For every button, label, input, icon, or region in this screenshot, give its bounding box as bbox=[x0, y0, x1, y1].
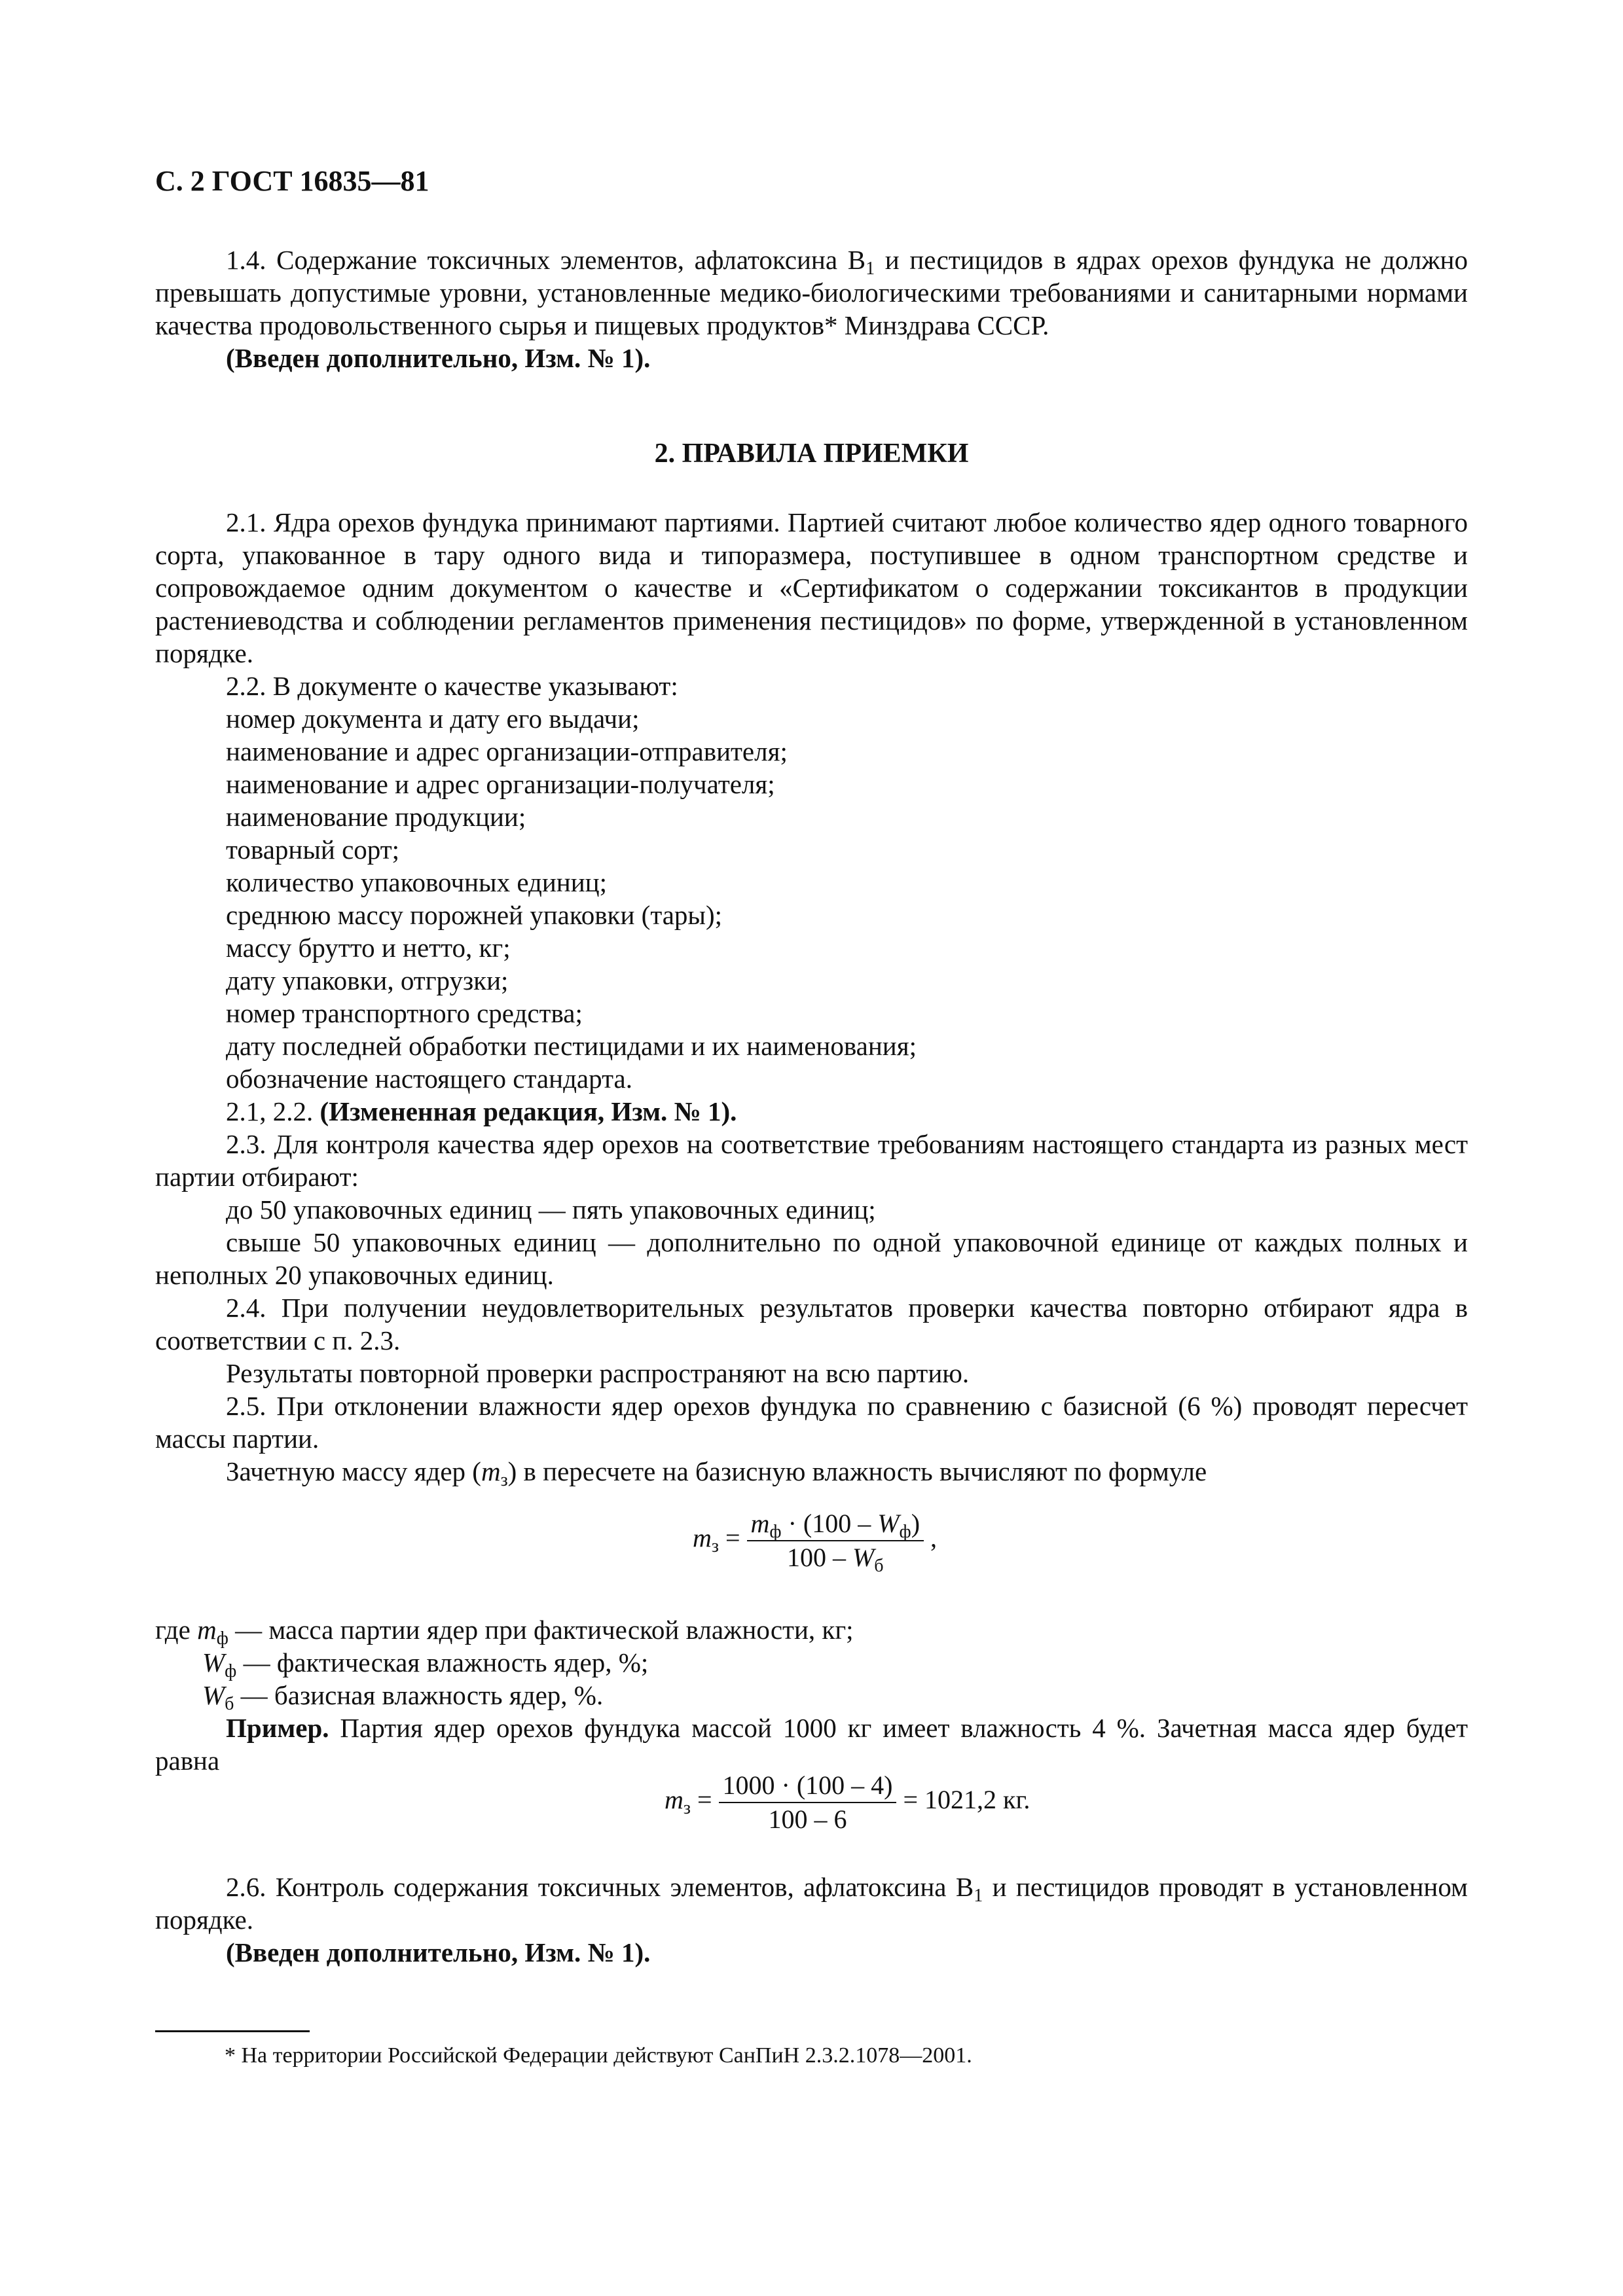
result: = 1021,2 кг. bbox=[896, 1785, 1030, 1815]
amendment-note: (Введен дополнительно, Изм. № 1). bbox=[226, 343, 651, 373]
example bbox=[155, 1712, 1468, 1777]
list-item: номер транспортного средства; bbox=[226, 998, 583, 1028]
formula-moisture-mass bbox=[693, 1509, 938, 1576]
clause-2-6-text bbox=[155, 1871, 1468, 1936]
section-2-body bbox=[155, 506, 1468, 1488]
footnote-divider bbox=[155, 2030, 310, 2032]
denominator: 100 – 6 bbox=[768, 1804, 847, 1834]
clause-1-4 bbox=[155, 243, 1468, 374]
list-item: номер документа и дату его выдачи; bbox=[226, 704, 640, 734]
formula-example bbox=[665, 1770, 1030, 1835]
formula-legend bbox=[155, 1613, 854, 1712]
clause-2-6 bbox=[155, 1871, 1468, 1969]
subscript: ф bbox=[216, 1628, 228, 1649]
clause-2-2-intro: 2.2. В документе о качестве указывают: bbox=[226, 671, 678, 701]
subscript: ф bbox=[769, 1522, 782, 1542]
text-part: 2.6. Контроль содержания токсичных элементов, афлатоксина В bbox=[226, 1872, 974, 1902]
text-part: ) bbox=[911, 1509, 921, 1538]
amendment-note: (Измененная редакция, Изм. № 1). bbox=[319, 1096, 737, 1126]
subscript: б bbox=[874, 1556, 884, 1576]
variable: W bbox=[202, 1647, 225, 1677]
fraction bbox=[719, 1770, 897, 1835]
list-item: дату упаковки, отгрузки; bbox=[226, 965, 509, 996]
clause-2-5-b bbox=[155, 1455, 1468, 1488]
subscript: б bbox=[225, 1694, 234, 1714]
clause-1-4-text bbox=[155, 243, 1468, 342]
legend-row bbox=[155, 1613, 854, 1649]
clause-2-2-list bbox=[155, 702, 1468, 1095]
equals-sign: = bbox=[718, 1523, 740, 1553]
note-prefix: 2.1, 2.2. bbox=[226, 1096, 320, 1126]
list-item: товарный сорт; bbox=[226, 834, 400, 865]
page-header: С. 2 ГОСТ 16835—81 bbox=[155, 165, 429, 197]
list-item: среднюю массу порожней упаковки (тары); bbox=[226, 900, 723, 930]
subscript: з bbox=[683, 1798, 691, 1819]
numerator: 1000 · (100 – 4) bbox=[719, 1770, 897, 1803]
equals-sign: = bbox=[690, 1785, 712, 1815]
clause-2-5: 2.5. При отклонении влажности ядер орехов фундука по сравнению с базисной (6 %) проводят пересчет массы партии. bbox=[155, 1391, 1468, 1454]
clause-2-1-2-2-note bbox=[155, 1095, 1468, 1128]
list-item: дату последней обработки пестицидами и их наименования; bbox=[226, 1031, 917, 1061]
subscript: з bbox=[500, 1470, 508, 1490]
subscript: з bbox=[711, 1536, 719, 1557]
legend-row bbox=[155, 1646, 854, 1679]
legend-text: — масса партии ядер при фактической влажности, кг; bbox=[228, 1615, 854, 1645]
section-title: 2. ПРАВИЛА ПРИЕМКИ bbox=[654, 439, 969, 469]
footnote: * На территории Российской Федерации действуют СанПиН 2.3.2.1078—2001. bbox=[225, 2043, 972, 2068]
variable: m bbox=[481, 1456, 501, 1486]
variable: W bbox=[202, 1680, 225, 1710]
variable: m bbox=[750, 1509, 770, 1538]
clause-1-4-text-rest: и пестицидов в ядрах орехов фундука не должно превышать допустимые уровни, установленные медико-биологическими требованиями и санитарными нормами качества продовольственного сырья и пищевых продуктов* Минздрава СССР. bbox=[155, 245, 1468, 340]
variable: W bbox=[877, 1509, 900, 1538]
list-item: массу брутто и нетто, кг; bbox=[226, 933, 511, 963]
variable: W bbox=[852, 1543, 875, 1572]
list-item: обозначение настоящего стандарта. bbox=[226, 1064, 632, 1094]
example-label: Пример. bbox=[226, 1713, 329, 1743]
list-item: количество упаковочных единиц; bbox=[226, 867, 608, 897]
text-part: Зачетную массу ядер ( bbox=[226, 1456, 481, 1486]
numerator bbox=[747, 1509, 924, 1541]
list-item: наименование и адрес организации-отправителя; bbox=[226, 736, 788, 766]
list-item: наименование продукции; bbox=[226, 802, 526, 832]
clause-2-1: 2.1. Ядра орехов фундука принимают партиями. Партией считают любое количество ядер одного товарного сорта, упакованное в тару одного вида и типоразмера, поступившее в одном транспортном средстве и сопровождаемое одним документом о качестве и «Сертификатом о содержании токсикантов в продукции растениеводства и соблюдении регламентов применения пестицидов» по форме, утвержденной в установленном порядке. bbox=[155, 507, 1468, 668]
subscript: 1 bbox=[974, 1886, 983, 1906]
clause-1-4-text-part: 1.4. Содержание токсичных элементов, афлатоксина В bbox=[226, 245, 866, 275]
legend-text: — фактическая влажность ядер, %; bbox=[236, 1647, 649, 1677]
fraction bbox=[747, 1509, 924, 1576]
clause-2-4: 2.4. При получении неудовлетворительных результатов проверки качества повторно отбирают ядра в соответствии с п. 2.3. bbox=[155, 1293, 1468, 1355]
subscript: ф bbox=[225, 1661, 237, 1681]
variable: m bbox=[665, 1785, 684, 1815]
legend-row bbox=[155, 1679, 854, 1712]
denominator bbox=[747, 1541, 924, 1576]
amendment-note: (Введен дополнительно, Изм. № 1). bbox=[226, 1937, 651, 1967]
text-part: · (100 – bbox=[781, 1509, 878, 1538]
subscript: ф bbox=[899, 1522, 911, 1542]
clause-2-3: 2.3. Для контроля качества ядер орехов на соответствие требованиям настоящего стандарта из разных мест партии отбирают: bbox=[155, 1129, 1468, 1192]
clause-2-4-b: Результаты повторной проверки распространяют на всю партию. bbox=[226, 1358, 970, 1388]
variable: m bbox=[693, 1523, 712, 1553]
clause-2-3-a: до 50 упаковочных единиц — пять упаковочных единиц; bbox=[226, 1194, 876, 1225]
example-text bbox=[155, 1712, 1468, 1777]
text-part: и пестицидов проводят в установленном порядке. bbox=[155, 1872, 1468, 1935]
subscript: 1 bbox=[866, 259, 875, 279]
text-part: ) в пересчете на базисную влажность вычисляют по формуле bbox=[507, 1456, 1207, 1486]
text-part: 100 – bbox=[786, 1543, 852, 1572]
text-part: , bbox=[924, 1523, 938, 1553]
list-item: наименование и адрес организации-получателя; bbox=[226, 769, 775, 799]
legend-text: — базисная влажность ядер, %. bbox=[234, 1680, 604, 1710]
text-part: где bbox=[155, 1615, 198, 1645]
example-body: Партия ядер орехов фундука массой 1000 кг имеет влажность 4 %. Зачетная масса ядер будет равна bbox=[155, 1713, 1468, 1776]
variable: m bbox=[197, 1615, 217, 1645]
clause-2-3-b: свыше 50 упаковочных единиц — дополнительно по одной упаковочной единице от каждых полных и неполных 20 упаковочных единиц. bbox=[155, 1227, 1468, 1290]
